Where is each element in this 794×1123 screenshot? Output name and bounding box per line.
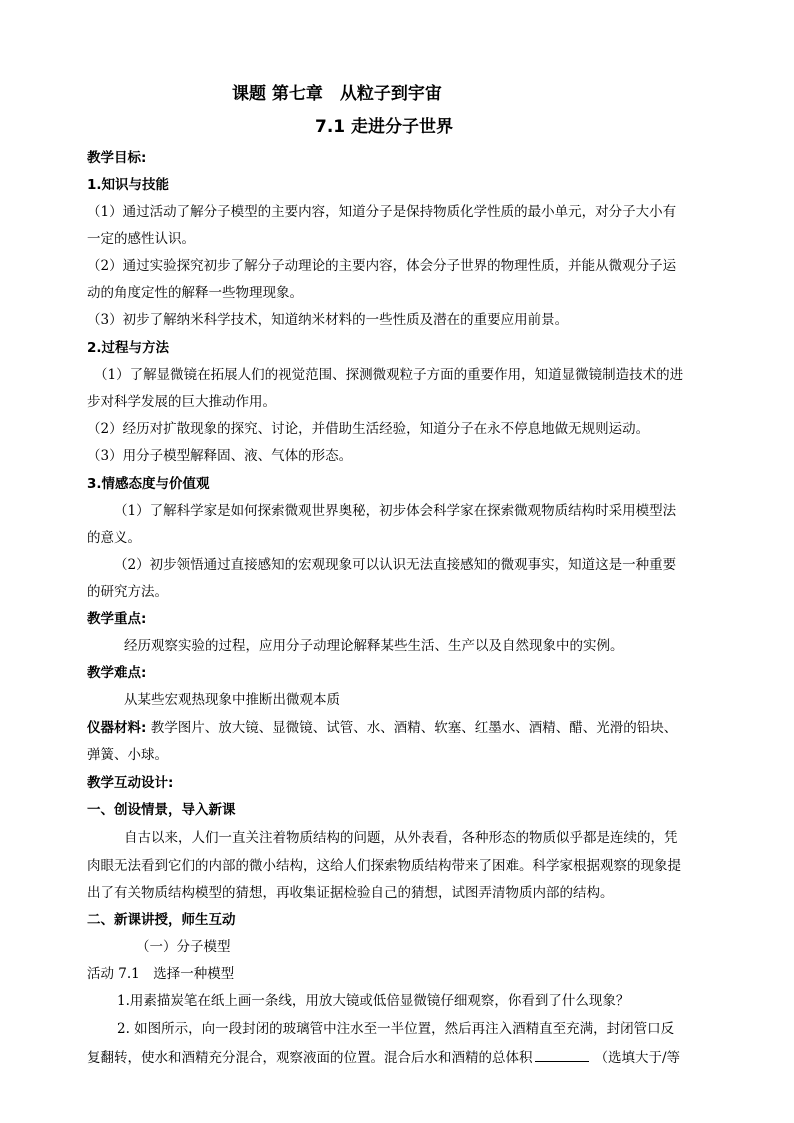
section1-para-c: 出了有关物质结构模型的猜想，再收集证据检验自己的猜想，试图弄清物质内部的结构。 [87,885,614,901]
knowledge-point-1b: 一定的感性认识。 [87,231,195,247]
section1-para-b: 肉眼无法看到它们的内部的微小结构，这给人们探索物质结构带来了困难。科学家根据观察的现象提 [87,858,681,874]
process-point-3: （3）用分子模型解释固、液、气体的形态。 [87,448,353,464]
knowledge-point-3: （3）初步了解纳米科学技术，知道纳米材料的一些性质及潜在的重要应用前景。 [87,312,569,328]
knowledge-point-2a: （2）通过实验探究初步了解分子动理论的主要内容，体会分子世界的物理性质，并能从微观分子运 [87,258,677,274]
question-2b-pre: 复翻转，使水和酒精充分混合，观察液面的位置。混合后水和酒精的总体积 [87,1050,533,1066]
process-point-2: （2）经历对扩散现象的探究、讨论，并借助生活经验，知道分子在永不停息地做无规则运动。 [87,421,650,437]
materials-line-1 [87,718,677,738]
fill-in-blank[interactable] [535,1047,589,1062]
attitude-point-1a: （1）了解科学家是如何探索微观世界奥秘，初步体会科学家在探索微观物质结构时采用模型法 [114,503,677,519]
difficulties-heading: 教学难点: [87,665,147,681]
question-2a: 2. 如图所示，向一段封闭的玻璃管中注水至一半位置，然后再注入酒精直至充满，封闭管口反 [117,1021,675,1037]
difficulties-text: 从某些宏观热现象中推断出微观本质 [124,692,340,708]
materials-text-a: 教学图片、放大镜、显微镜、试管、水、酒精、软塞、红墨水、酒精、醋、光滑的铅块、 [146,720,678,736]
process-point-1b: 步对科学发展的巨大推动作用。 [87,394,276,410]
process-point-1a: （1）了解显微镜在拓展人们的视觉范围、探测微观粒子方面的重要作用，知道显微镜制造技术的进 [94,367,684,383]
knowledge-point-2b: 动的角度定性的解释一些物理现象。 [87,285,303,301]
question-2b-post: （选填大于/等 [594,1050,681,1066]
design-heading: 教学互动设计: [87,775,174,791]
section2-heading: 二、新课讲授，师生互动 [87,912,236,928]
section1-para-a: 自古以来，人们一直关注着物质结构的问题，从外表看，各种形态的物质似乎都是连续的，凭 [124,830,678,846]
key-points-heading: 教学重点: [87,611,147,627]
process-heading: 2.过程与方法 [87,340,170,356]
question-1: 1.用素描炭笔在纸上画一条线，用放大镜或低倍显微镜仔细观察，你看到了什么现象？ [117,993,630,1009]
lesson-title: 课题 第七章 从粒子到宇宙 [232,84,442,104]
materials-label: 仪器材料: [87,720,147,736]
section-title: 7.1 走进分子世界 [315,117,454,137]
attitude-heading: 3.情感态度与价值观 [87,476,210,492]
objectives-heading: 教学目标: [87,150,147,166]
question-2b [87,1047,680,1068]
key-points-text: 经历观察实验的过程，应用分子动理论解释某些生活、生产以及自然现象中的实例。 [124,638,624,654]
attitude-point-2b: 的研究方法。 [87,584,168,600]
section1-heading: 一、创设情景，导入新课 [87,802,236,818]
knowledge-point-1a: （1）通过活动了解分子模型的主要内容，知道分子是保持物质化学性质的最小单元，对分子大小有 [87,204,677,220]
subsection-molecular-model: （一）分子模型 [136,939,231,955]
knowledge-heading: 1.知识与技能 [87,177,170,193]
attitude-point-2a: （2）初步领悟通过直接感知的宏观现象可以认识无法直接感知的微观事实，知道这是一种重要 [114,557,677,573]
activity-title: 活动 7.1 选择一种模型 [87,966,235,982]
materials-text-b: 弹簧、小球。 [87,747,168,763]
attitude-point-1b: 的意义。 [87,530,141,546]
